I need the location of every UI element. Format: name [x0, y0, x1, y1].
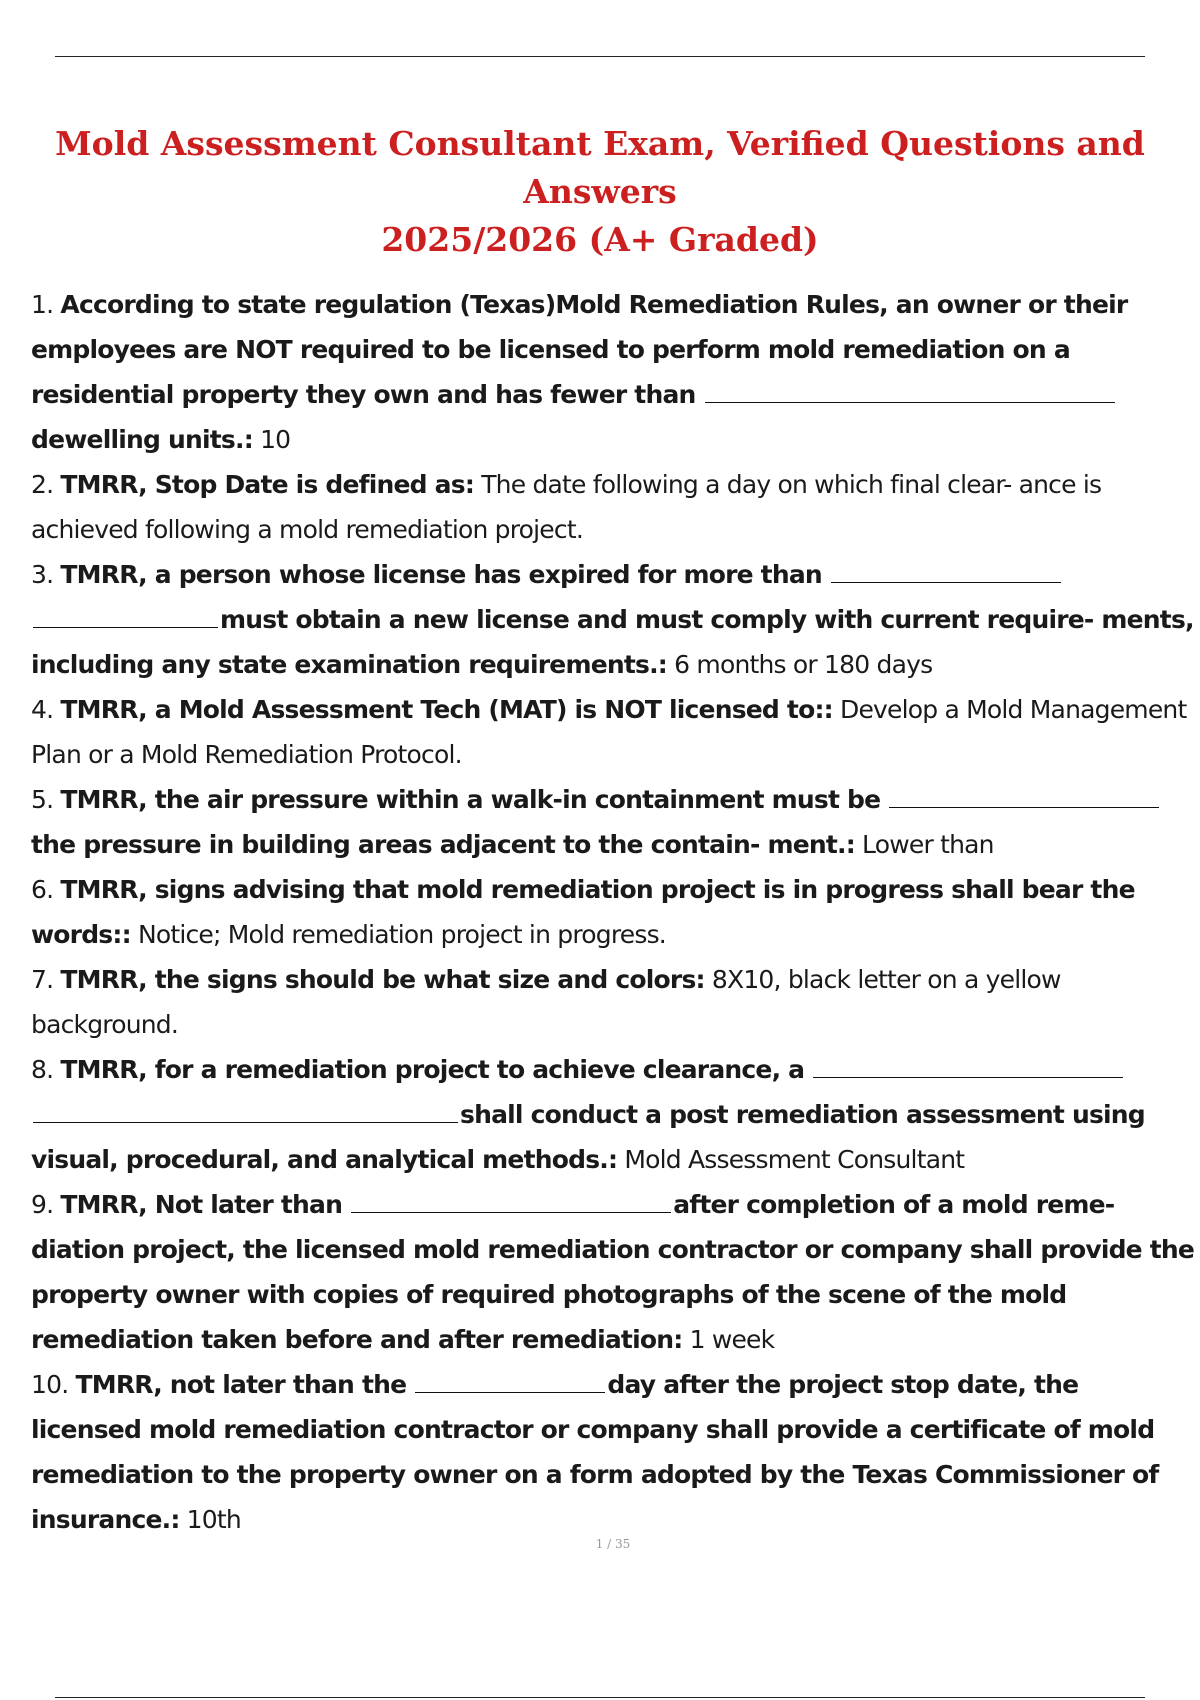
header-rule [55, 56, 1145, 57]
question-text: TMRR, Not later than [60, 1190, 343, 1219]
question-text: TMRR, a Mold Assessment Tech (MAT) is NOT licensed to:: [60, 695, 833, 724]
question-number: 3. [31, 560, 54, 589]
question-number: 7. [31, 965, 54, 994]
question-1 [31, 282, 1196, 462]
question-text: TMRR, Stop Date is defined as: [60, 470, 475, 499]
question-text-cont: must obtain a new license and must comply with current require- ments, including any state examination requirements.: [31, 605, 1194, 679]
page-number: 1 / 35 [595, 1537, 631, 1551]
question-3 [31, 552, 1196, 687]
question-2 [31, 462, 1196, 552]
answer-blank [415, 1391, 605, 1393]
title-line-1: Mold Assessment Consultant Exam, Verified Questions and Answers [55, 124, 1145, 211]
answer-text: 6 months or 180 days [674, 650, 933, 679]
answer-text: The date following a day on which final clear- ance is achieved following a mold remediation project. [31, 470, 1102, 544]
question-text: TMRR, signs advising that mold remediation project is in progress shall bear the words:: [31, 875, 1135, 949]
question-number: 1. [31, 290, 54, 319]
question-5 [31, 777, 1196, 867]
answer-blank [889, 806, 1159, 808]
question-text-cont: day after the project stop date, the licensed mold remediation contractor or company shall provide a certificate of mold remediation to the property owner on a form adopted by the Texas Commissioner of insurance.: [31, 1370, 1159, 1534]
question-text-cont: shall conduct a post remediation assessment using visual, procedural, and analytical methods.: [31, 1100, 1145, 1174]
title-line-2: 2025/2026 (A+ Graded) [381, 220, 819, 259]
question-number: 6. [31, 875, 54, 904]
answer-blank [33, 626, 218, 628]
question-text-cont: dewelling units.: [31, 425, 253, 454]
question-text: TMRR, a person whose license has expired for more than [60, 560, 822, 589]
question-4 [31, 687, 1196, 777]
question-6 [31, 867, 1196, 957]
answer-text: 8X10, black letter on a yellow background. [31, 965, 1061, 1039]
question-8 [31, 1047, 1196, 1182]
question-10 [31, 1362, 1196, 1542]
question-number: 4. [31, 695, 54, 724]
question-9 [31, 1182, 1196, 1362]
question-list [31, 282, 1196, 1542]
answer-text: 1 week [689, 1325, 775, 1354]
answer-text: Mold Assessment Consultant [624, 1145, 965, 1174]
question-number: 2. [31, 470, 54, 499]
question-text: According to state regulation (Texas)Mold Remediation Rules, an owner or their employees are NOT required to be licensed to perform mold remediation on a residential property they own and has fewer than [31, 290, 1128, 409]
answer-blank [33, 1121, 458, 1123]
answer-blank [351, 1211, 671, 1213]
question-text-cont: after completion of a mold reme- diation project, the licensed mold remediation contractor or company shall provide the property owner with copies of required photographs of the scene of the mold remediation taken before and after remediation: [31, 1190, 1195, 1354]
answer-blank [813, 1076, 1123, 1078]
question-number: 10. [31, 1370, 69, 1399]
footer-rule [55, 1697, 1145, 1698]
answer-text: Notice; Mold remediation project in progress. [137, 920, 666, 949]
question-number: 5. [31, 785, 54, 814]
answer-text: 10 [260, 425, 291, 454]
question-text: TMRR, for a remediation project to achieve clearance, a [60, 1055, 805, 1084]
answer-text: Lower than [862, 830, 994, 859]
question-text-cont: the pressure in building areas adjacent to the contain- ment.: [31, 830, 855, 859]
question-text: TMRR, the signs should be what size and colors: [60, 965, 705, 994]
answer-text: Develop a Mold Management Plan or a Mold Remediation Protocol. [31, 695, 1187, 769]
question-7 [31, 957, 1196, 1047]
answer-blank [705, 401, 1115, 403]
question-number: 9. [31, 1190, 54, 1219]
answer-text: 10th [186, 1505, 241, 1534]
question-text: TMRR, not later than the [75, 1370, 407, 1399]
question-number: 8. [31, 1055, 54, 1084]
question-text: TMRR, the air pressure within a walk-in containment must be [60, 785, 881, 814]
document-title [40, 120, 1160, 264]
answer-blank [831, 581, 1061, 583]
